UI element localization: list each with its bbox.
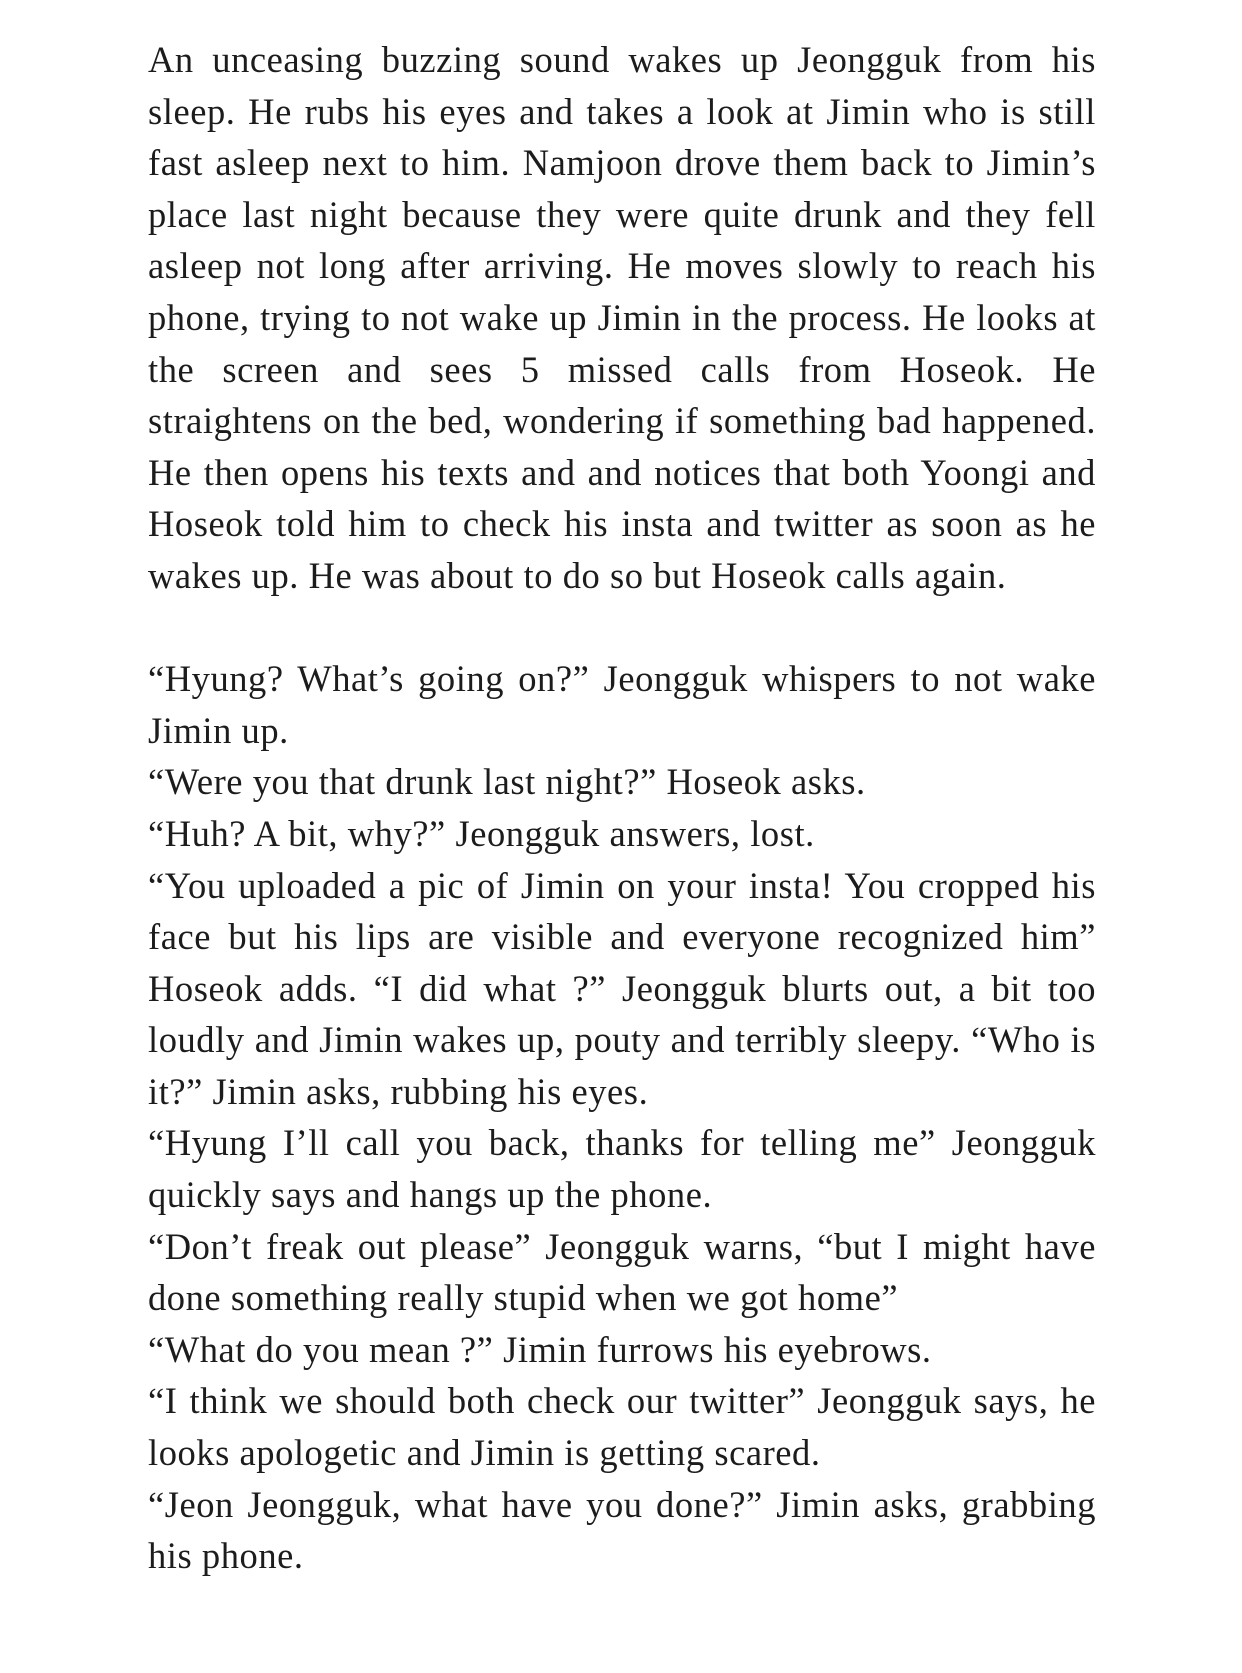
dialogue-line: “Jeon Jeongguk, what have you done?” Jimin asks, grabbing his phone. bbox=[148, 1483, 1096, 1577]
dialogue-line: “Hyung? What’s going on?” Jeongguk whispers to not wake Jimin up. bbox=[148, 658, 1096, 751]
narration-paragraph: An unceasing buzzing sound wakes up Jeongguk from his sleep. He rubs his eyes and takes a look at Jimin who is still fast asleep next to him. Namjoon drove them back to Jimin’s place last night because they were quite drunk and they fell asleep not long after arriving. He moves slowly to reach his phone, trying to not wake up Jimin in the process. He looks at the screen and sees 5 missed calls from Hoseok. He straightens on the bed, wondering if something bad happened. He then opens his texts and and notices that both Yoongi and Hoseok told him to check his insta and twitter as soon as he wakes up. He was about to do so but Hoseok calls again. bbox=[148, 39, 1096, 596]
dialogue-line: “Don’t freak out please” Jeongguk warns, “but I might have done something really stupid when we got home” bbox=[148, 1225, 1096, 1319]
dialogue-line: “Huh? A bit, why?” Jeongguk answers, lost. bbox=[148, 812, 815, 854]
paragraph-gap bbox=[148, 602, 1096, 654]
dialogue-line: “I think we should both check our twitter” Jeongguk says, he looks apologetic and Jimin is getting scared. bbox=[148, 1380, 1096, 1474]
dialogue-line: “You uploaded a pic of Jimin on your insta! You cropped his face but his lips are visible and everyone recognized him” Hoseok adds. “I did what ?” Jeongguk blurts out, a bit too loudly and Jimin wakes up, pouty and terribly sleepy. “Who is it?” Jimin asks, rubbing his eyes. bbox=[148, 864, 1096, 1112]
story-page bbox=[148, 34, 1096, 1582]
dialogue-line: “Hyung I’ll call you back, thanks for telling me” Jeongguk quickly says and hangs up the phone. bbox=[148, 1122, 1096, 1216]
dialogue-line: “Were you that drunk last night?” Hoseok asks. bbox=[148, 761, 866, 803]
dialogue-line: “What do you mean ?” Jimin furrows his eyebrows. bbox=[148, 1328, 932, 1370]
